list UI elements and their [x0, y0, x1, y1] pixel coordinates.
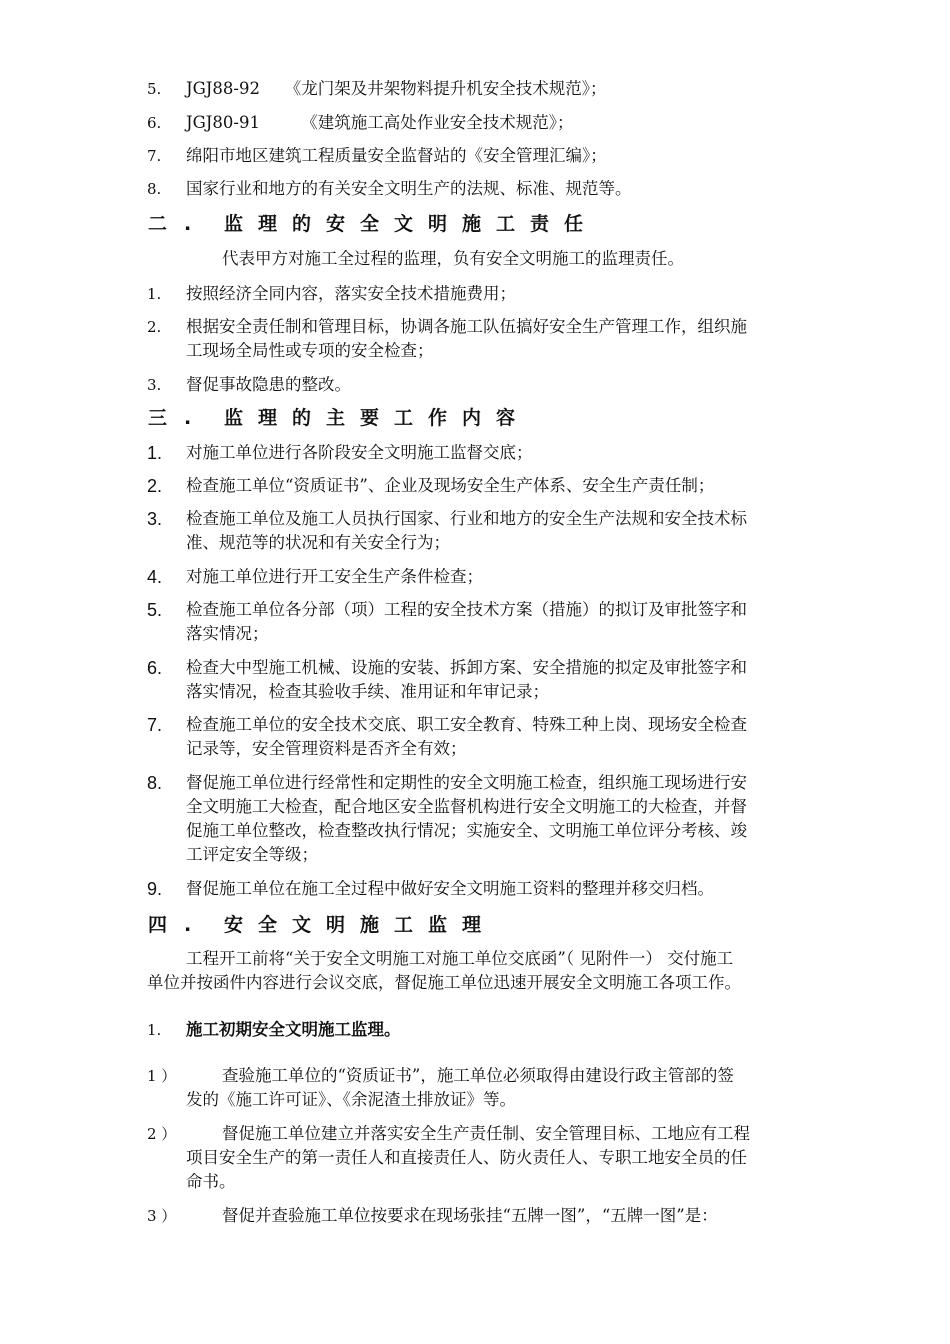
section-dot: .	[184, 914, 192, 936]
item-text: 工评定安全等级；	[186, 845, 318, 864]
item-text: 检查施工单位的安全技术交底、职工安全教育、特殊工种上岗、现场安全检查	[186, 715, 747, 734]
item-number: 3.	[147, 509, 163, 529]
item-number: 2 ）	[147, 1125, 177, 1143]
subsection-number: 1.	[147, 1021, 162, 1039]
intro-text: 代表甲方对施工全过程的监理，负有安全文明施工的监理责任。	[222, 249, 684, 268]
ref-text: 国家行业和地方的有关安全文明生产的法规、标准、规范等。	[186, 179, 632, 198]
item-number: 1 ）	[147, 1067, 177, 1085]
item-text: 记录等，安全管理资料是否齐全有效；	[186, 739, 467, 758]
section-number: 四	[148, 914, 168, 936]
intro-text: 单位并按函件内容进行会议交底，督促施工单位迅速开展安全文明施工各项工作。	[147, 973, 741, 992]
item-text: 对施工单位进行各阶段安全文明施工监督交底；	[186, 443, 533, 462]
item-text: 督促施工单位进行经常性和定期性的安全文明施工检查，组织施工现场进行安	[186, 773, 747, 792]
item-text: 督促施工单位建立并落实安全生产责任制、安全管理目标、工地应有工程	[222, 1124, 750, 1143]
item-text: 根据安全责任制和管理目标，协调各施工队伍搞好安全生产管理工作，组织施	[186, 317, 747, 336]
intro-text: 工程开工前将“关于安全文明施工对施工单位交底函”（ 见附件一） 交付施工	[186, 949, 734, 968]
item-text: 督促并查验施工单位按要求在现场张挂“五牌一图”，“五牌一图”是：	[222, 1206, 718, 1225]
item-number: 2.	[147, 318, 162, 336]
item-text: 查验施工单位的“资质证书”，施工单位必须取得由建设行政主管部的签	[222, 1066, 734, 1085]
section-number: 二	[148, 213, 168, 235]
section-dot: .	[184, 213, 192, 235]
item-number: 4.	[147, 567, 163, 587]
subsection-title: 施工初期安全文明施工监理。	[186, 1020, 401, 1039]
ref-number: 6.	[147, 114, 162, 132]
item-text: 工现场全局性或专项的安全检查；	[186, 341, 434, 360]
item-number: 2.	[147, 476, 163, 496]
item-text: 全文明施工大检查，配合地区安全监督机构进行安全文明施工的大检查，并督	[186, 797, 747, 816]
section-title: 安全文明施工监理	[224, 914, 497, 936]
item-number: 9.	[147, 879, 163, 899]
item-text: 按照经济全同内容，落实安全技术措施费用；	[186, 284, 516, 303]
item-number: 8.	[147, 773, 163, 793]
item-number: 7.	[147, 715, 163, 735]
item-text: 发的《施工许可证》、《余泥渣土排放证》等。	[186, 1090, 516, 1109]
item-text: 督促施工单位在施工全过程中做好安全文明施工资料的整理并移交归档。	[186, 879, 714, 898]
section-dot: .	[184, 407, 192, 429]
item-text: 检查大中型施工机械、设施的安装、拆卸方案、安全措施的拟定及审批签字和	[186, 658, 747, 677]
item-text: 促施工单位整改，检查整改执行情况；实施安全、文明施工单位评分考核、竣	[186, 821, 747, 840]
item-text: 项目安全生产的第一责任人和直接责任人、防火责任人、专职工地安全员的任	[186, 1148, 747, 1167]
item-number: 1.	[147, 285, 162, 303]
item-text: 检查施工单位“资质证书”、企业及现场安全生产体系、安全生产责任制；	[186, 476, 715, 495]
item-text: 检查施工单位及施工人员执行国家、行业和地方的安全生产法规和安全技术标	[186, 509, 747, 528]
section-number: 三	[148, 407, 168, 429]
section-title: 监理的主要工作内容	[224, 407, 531, 429]
ref-text: JGJ80-91 《建筑施工高处作业安全技术规范》；	[186, 113, 574, 132]
ref-text: JGJ88-92 《龙门架及井架物料提升机安全技术规范》；	[186, 79, 607, 98]
item-text: 落实情况；	[186, 624, 269, 643]
ref-number: 7.	[147, 147, 162, 165]
item-number: 3 ）	[147, 1207, 177, 1225]
item-number: 3.	[147, 376, 162, 394]
item-number: 5.	[147, 600, 163, 620]
item-text: 命书。	[186, 1172, 236, 1191]
ref-number: 5.	[147, 80, 162, 98]
ref-number: 8.	[147, 180, 162, 198]
item-number: 1.	[147, 443, 163, 463]
item-text: 准、规范等的状况和有关安全行为；	[186, 533, 450, 552]
item-text: 对施工单位进行开工安全生产条件检查；	[186, 567, 483, 586]
section-title: 监理的安全文明施工责任	[224, 213, 599, 235]
item-number: 6.	[147, 658, 163, 678]
item-text: 检查施工单位各分部（项）工程的安全技术方案（措施）的拟订及审批签字和	[186, 600, 747, 619]
item-text: 落实情况，检查其验收手续、准用证和年审记录；	[186, 682, 549, 701]
ref-text: 绵阳市地区建筑工程质量安全监督站的《安全管理汇编》；	[186, 146, 607, 165]
item-text: 督促事故隐患的整改。	[186, 375, 351, 394]
